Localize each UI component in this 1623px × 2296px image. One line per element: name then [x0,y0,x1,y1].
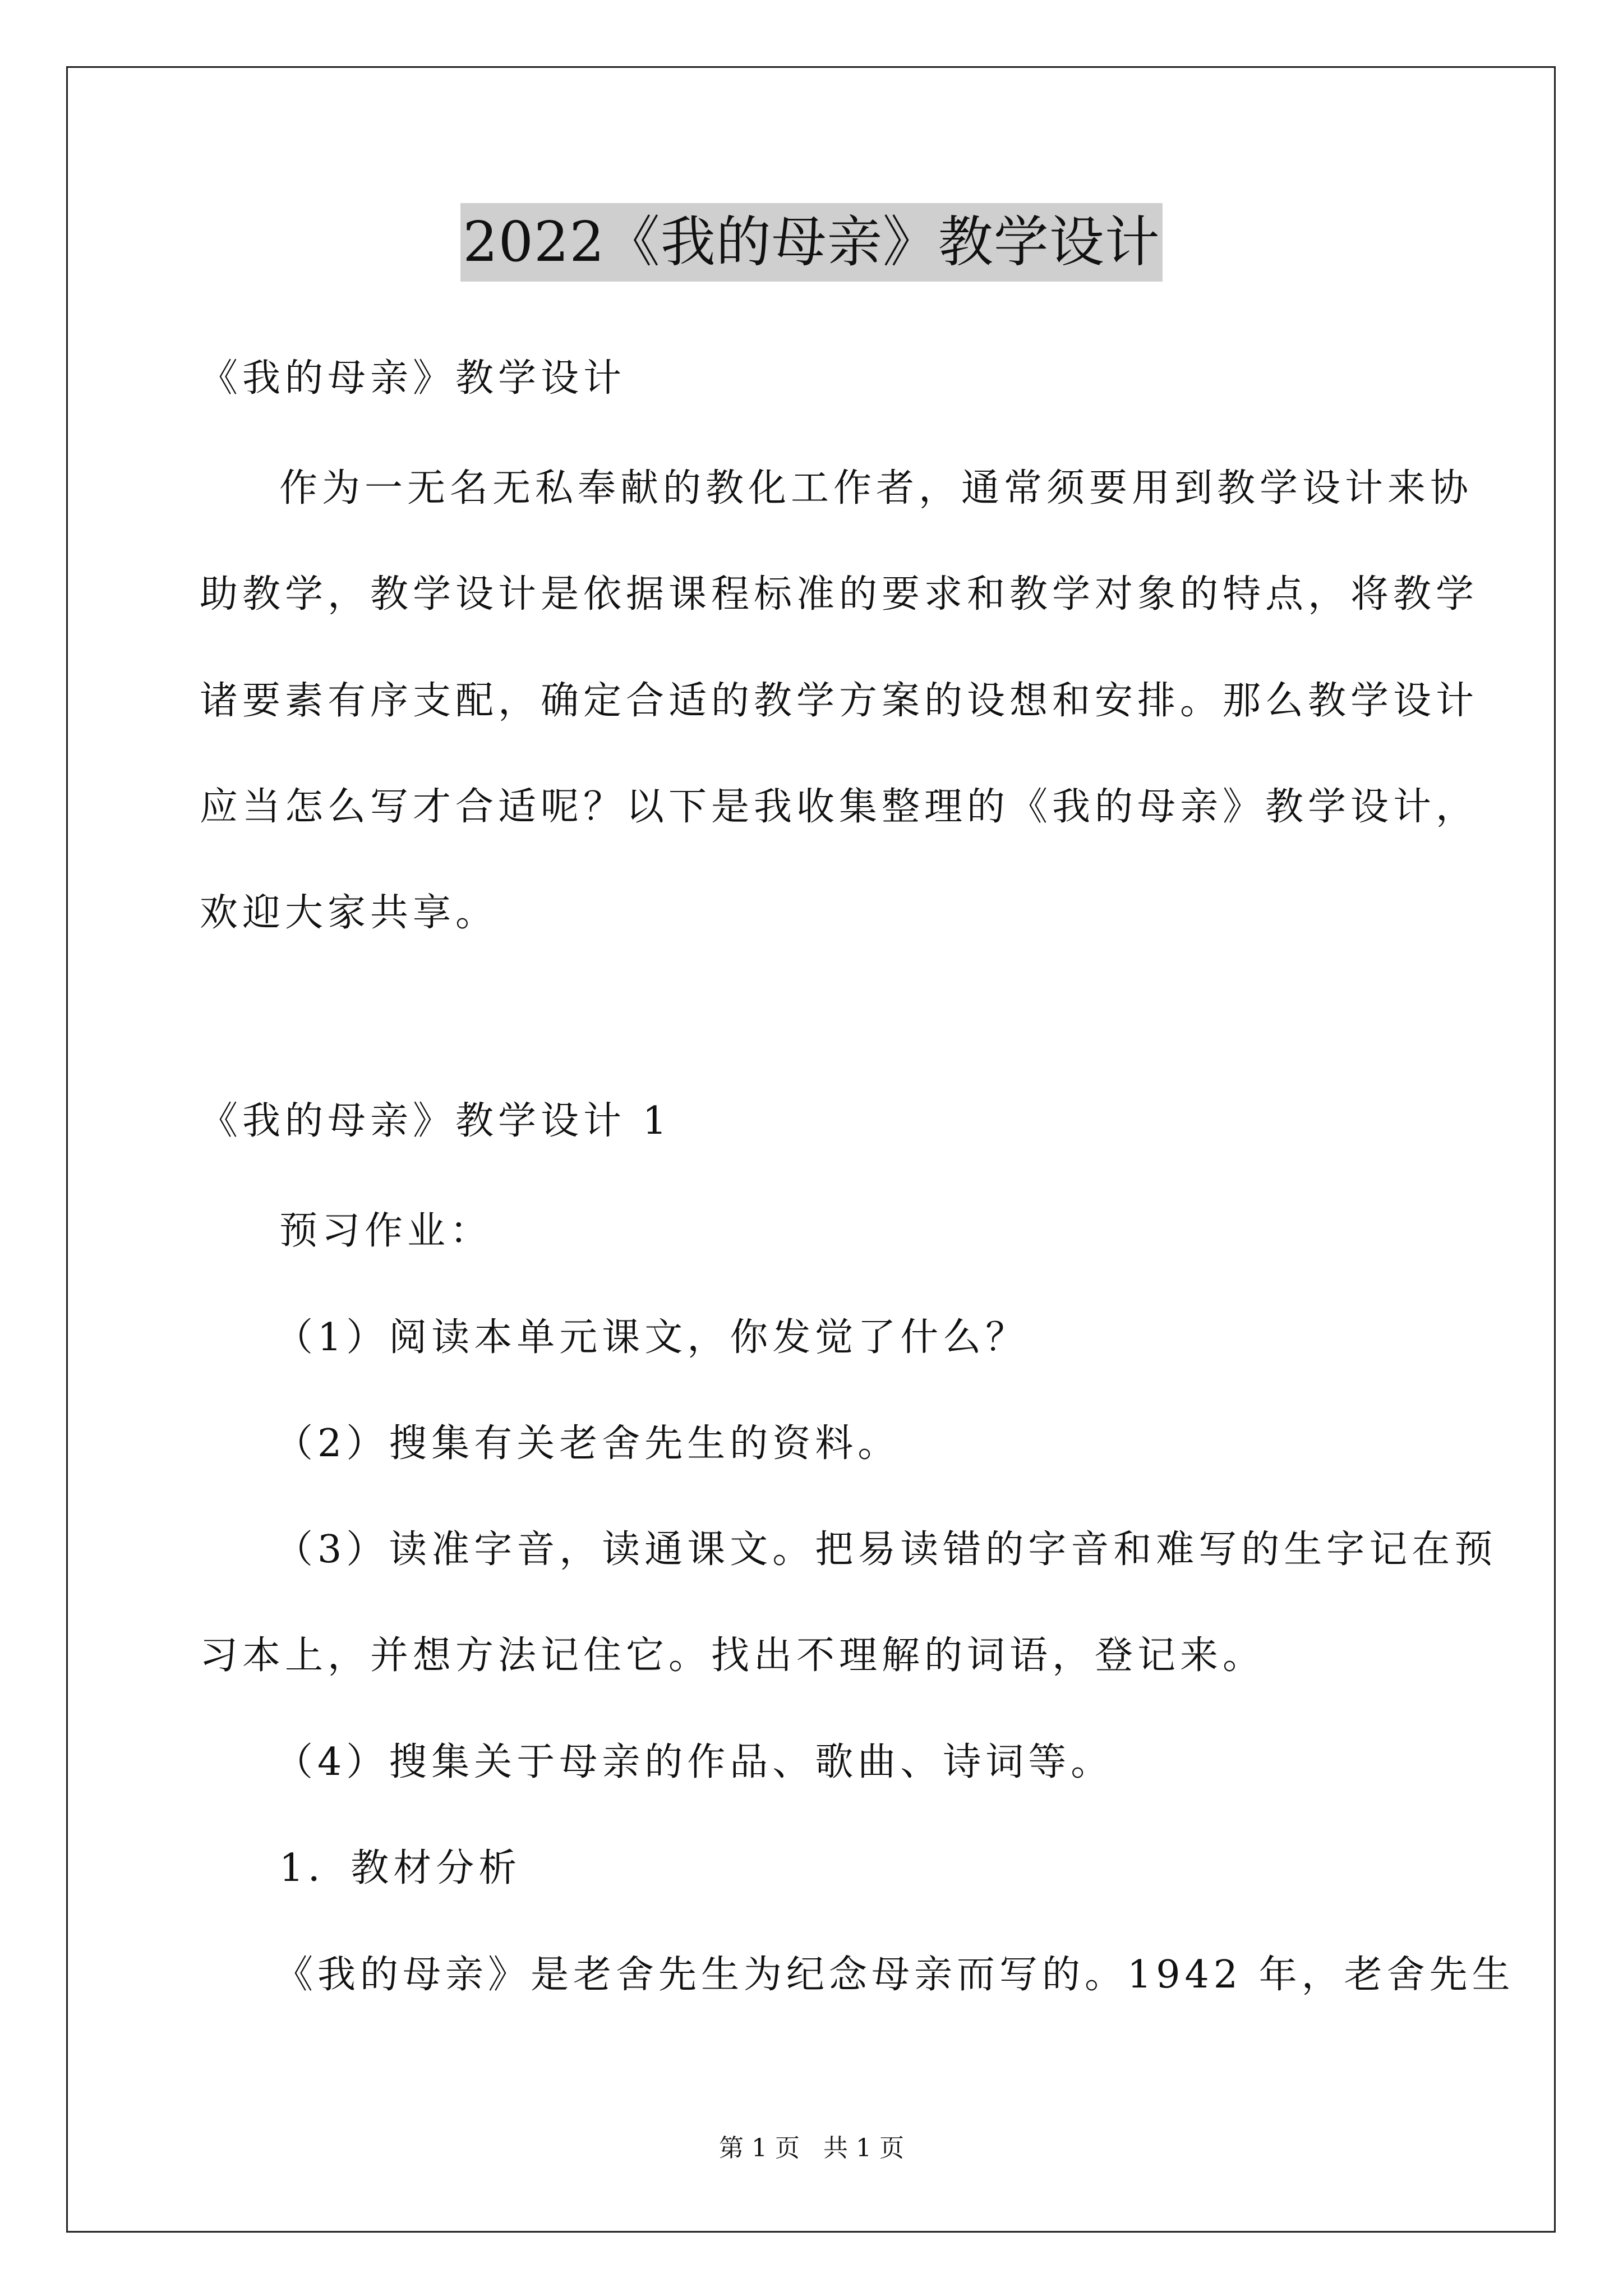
list-item: （3）读准字音，读通课文。把易读错的字音和难写的生字记在预 [275,1527,1497,1572]
list-item-continuation: 习本上，并想方法记住它。找出不理解的词语，登记来。 [200,1634,1266,1678]
paragraph-line: 预习作业： [279,1209,493,1253]
paragraph-line: 助教学，教学设计是依据课程标准的要求和教学对象的特点，将教学 [200,572,1479,616]
paragraph-line: 《我的母亲》是老舍先生为纪念母亲而写的。1942 年，老舍先生 [275,1953,1515,1997]
page-footer: 第 1 页 共 1 页 [719,2134,904,2162]
list-item: （1）阅读本单元课文，你发觉了什么？ [275,1315,1029,1360]
subsection-heading: 1．教材分析 [279,1846,522,1890]
section-heading: 《我的母亲》教学设计 1 [200,1099,671,1143]
paragraph-line: 应当怎么写才合适呢？以下是我收集整理的《我的母亲》教学设计， [200,785,1479,829]
document-title: 2022《我的母亲》教学设计 [460,203,1162,282]
title-container [0,203,1623,282]
paragraph-line: 诸要素有序支配，确定合适的教学方案的设想和安排。那么教学设计 [200,679,1479,723]
paragraph-line: 作为一无名无私奉献的教化工作者，通常须要用到教学设计来协 [279,466,1473,510]
list-item: （4）搜集关于母亲的作品、歌曲、诗词等。 [275,1740,1114,1784]
subtitle: 《我的母亲》教学设计 [200,356,626,401]
paragraph-line: 欢迎大家共享。 [200,891,499,935]
list-item: （2）搜集有关老舍先生的资料。 [275,1421,901,1466]
